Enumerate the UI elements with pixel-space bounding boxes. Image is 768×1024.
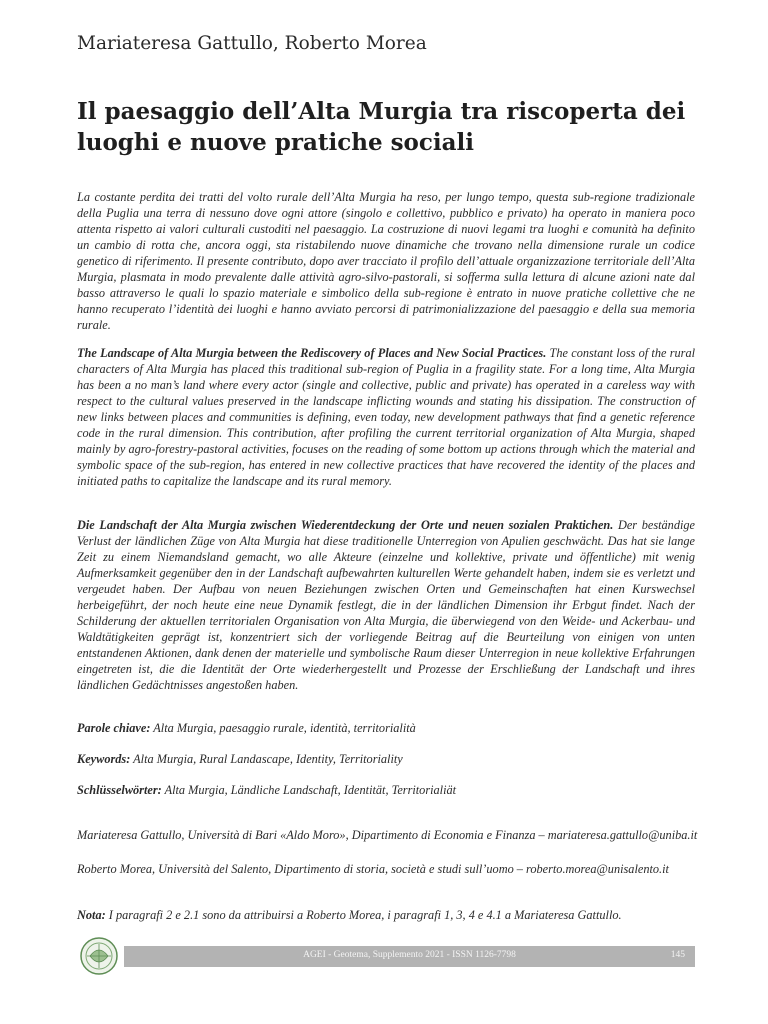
abstract-english-heading: The Landscape of Alta Murgia between the Rediscovery of Places and New Social Practices. (77, 346, 547, 360)
keywords-german-value: Alta Murgia, Ländliche Landschaft, Identität, Territorialiät (161, 783, 457, 797)
affiliation-gattullo: Mariateresa Gattullo, Università di Bari «Aldo Moro», Dipartimento di Economia e Finanza – mariateresa.gattullo@uniba.it (77, 828, 698, 842)
abstract-german-body: Der beständige Verlust der ländlichen Züge von Alta Murgia hat diese traditionelle Unterregion von Apulien geschwächt. Das hat sie lange Zeit zu einem Niemandsland gemacht, wo alle Akteure (einzelne und kollektive, private und öffentliche) mit wenig Aufmerksamkeit gegenüber den in der Landschaft aufbewahrten kulturellen Werte gehandelt haben, indem sie es verletzt und vergeudet haben. Der Aufbau von neuen Beziehungen zwischen Orten und Gemeinschaften hat einen Kurswechsel herbeigeführt, der noch heute eine neue Dynamik festlegt, die in der ländlichen Dimension ihr Erbgut findet. Nach der Schilderung der aktuellen territorialen Organisation von Alta Murgia, die überwiegend von den Weide- und Ackerbau- und Waldtätigkeiten geprägt ist, konzentriert sich der vorliegende Beitrag auf die Beurteilung von einigen von unten entstandenen Aktionen, dank denen der materielle und symbolische Raum dieser Unterregion in neue kollektive Erfahrungen eingetreten ist, die die Identität der Orte wiederhergestellt und Prozesse der Erschließung der Landschaft und ihres ländlichen Gedächtnisses angestoßen haben. (77, 518, 695, 692)
page-title: Il paesaggio dell’Alta Murgia tra riscoperta dei luoghi e nuove pratiche sociali (77, 98, 686, 156)
abstract-german-heading: Die Landschaft der Alta Murgia zwischen Wiederentdeckung der Orte und neuen sozialen Praktichen. (77, 518, 614, 532)
footer-bar (124, 946, 695, 967)
abstract-german (77, 517, 695, 693)
keywords-italian (77, 721, 707, 736)
keywords-english-value: Alta Murgia, Rural Landascape, Identity, Territoriality (130, 752, 403, 766)
footer-journal-info: AGEI - Geotema, Supplemento 2021 - ISSN 1126-7798 (303, 950, 516, 960)
keywords-german-label: Schlüsselwörter: (77, 783, 162, 797)
affiliation-morea: Roberto Morea, Università del Salento, Dipartimento di storia, società e studi sull’uomo – roberto.morea@unisalento.it (77, 862, 669, 876)
note-label: Nota: (77, 908, 106, 922)
page-number: 145 (670, 950, 685, 960)
keywords-italian-value: Alta Murgia, paesaggio rurale, identità, territorialità (150, 721, 416, 735)
keywords-english-label: Keywords: (77, 752, 131, 766)
authors: Mariateresa Gattullo, Roberto Morea (77, 33, 427, 54)
keywords-german (77, 783, 707, 798)
keywords-italian-label: Parole chiave: (77, 721, 151, 735)
abstract-italian: La costante perdita dei tratti del volto rurale dell’Alta Murgia ha reso, per lungo tempo, questa sub-regione tradizionale della Puglia una terra di nessuno dove ogni attore (singolo e collettivo, pubblico e privato) ha operato in maniera poco attenta rispetto ai valori culturali custoditi nel paesaggio. La costruzione di nuovi legami tra luoghi e comunità ha definito un cambio di rotta che, ancora oggi, sta ristabilendo nuove dinamiche che trovano nella dimensione rurale un codice genetico di riferimento. Il presente contributo, dopo aver tracciato il profilo dell’attuale organizzazione territoriale dell’Alta Murgia, plasmata in modo prevalente dalle attività agro-silvo-pastorali, si sofferma sulla lettura di alcune azioni nate dal basso attraverso le quali lo spazio materiale e simbolico della sub-regione è entrato in nuove pratiche collettive che ne hanno recuperato l’identità dei luoghi e hanno avviato percorsi di patrimonializzazione del paesaggio e della sua memoria rurale. (77, 190, 695, 332)
abstract-english (77, 345, 695, 489)
keywords-english (77, 752, 707, 767)
note (77, 908, 717, 923)
note-text: I paragrafi 2 e 2.1 sono da attribuirsi a Roberto Morea, i paragrafi 1, 3, 4 e 4.1 a Mariateresa Gattullo. (105, 908, 622, 922)
abstract-english-body: The constant loss of the rural characters of Alta Murgia has placed this traditional sub-region of Puglia in a fragility state. For a long time, Alta Murgia has been a no man’s land where every actor (single and collective, public and private) has operated in a careless way with respect to the cultural values preserved in the landscape inflicting wounds and stating his dissipation. The construction of new links between places and communities is defining, even today, new development pathways that find a genetic reference code in the rural dimension. This contribution, after profiling the current territorial organization of Alta Murgia, shaped mainly by agro-forestry-pastoral activities, focuses on the reading of some bottom up actions through which the material and symbolic space of the sub-region, has entered in new collective practices that have recovered the identity of the places and initiated paths to capitalize the landscape and its rural memory. (77, 346, 696, 488)
agei-logo-icon (79, 936, 119, 976)
